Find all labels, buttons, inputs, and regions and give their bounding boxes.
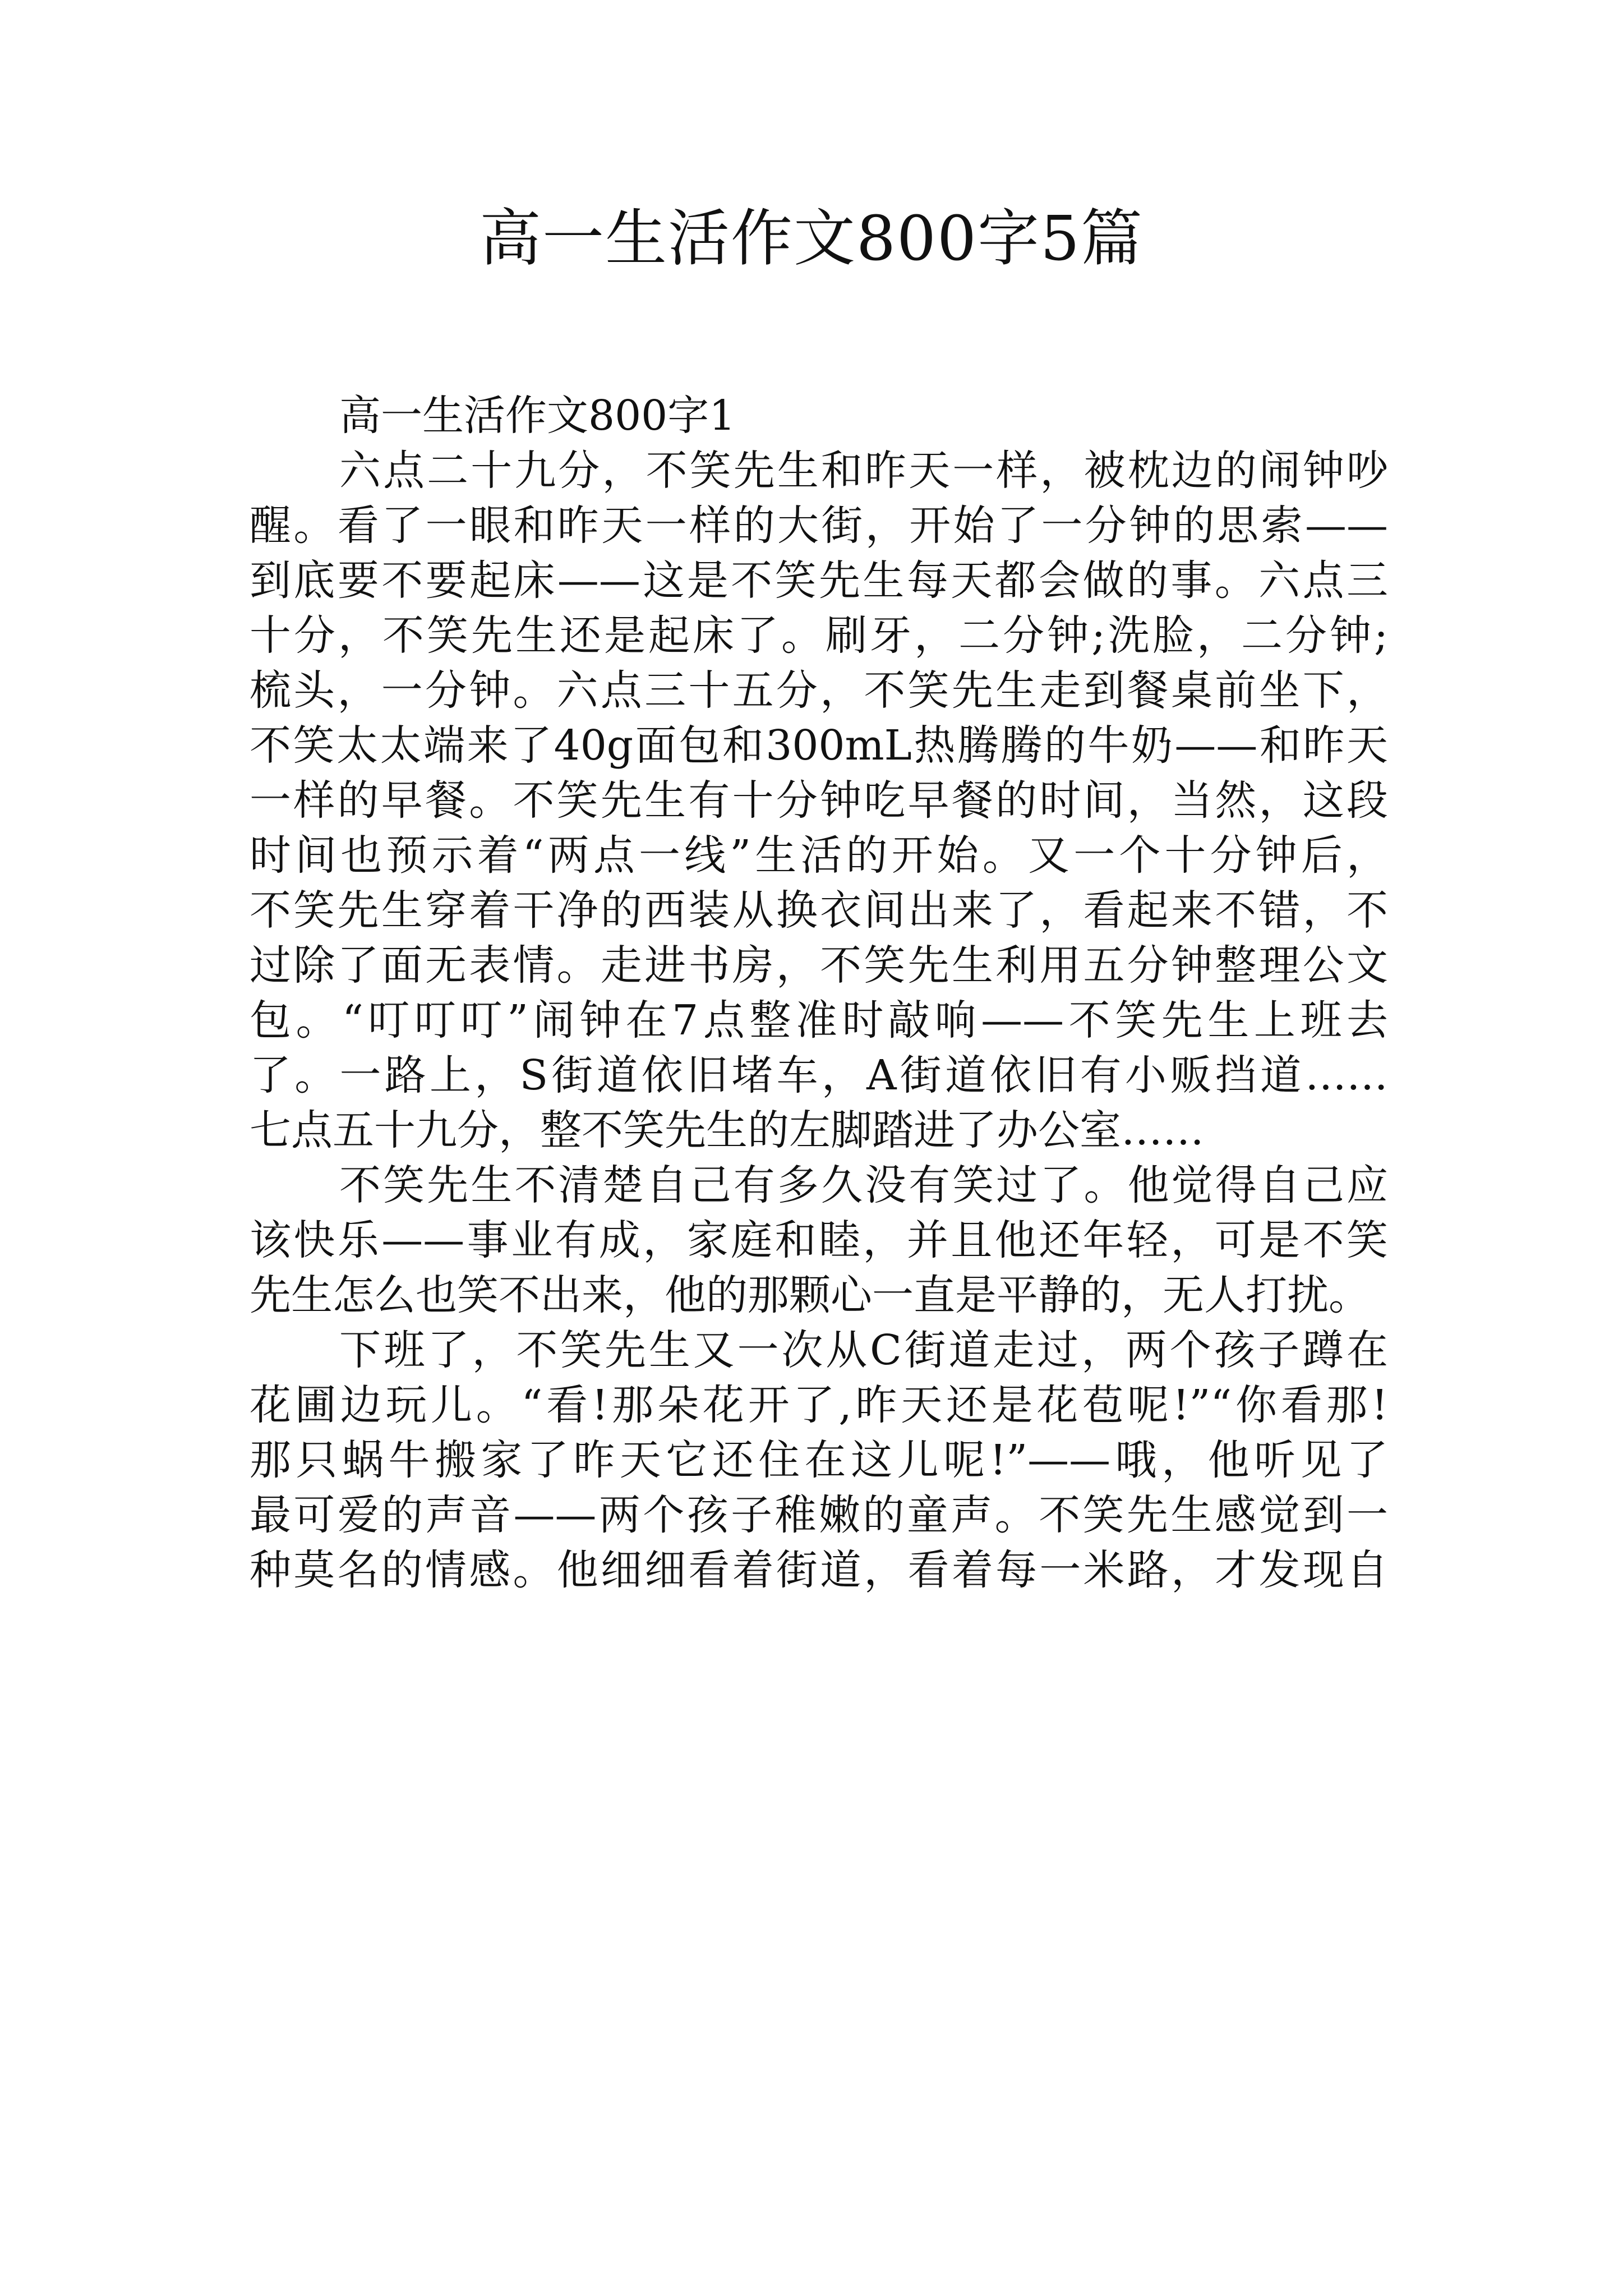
paragraph-1: [250, 443, 1388, 1158]
text-line: 了。一路上，S街道依旧堵车，A街道依旧有小贩挡道……: [250, 1051, 1388, 1099]
text-line: 醒。看了一眼和昨天一样的大街，开始了一分钟的思索——: [250, 501, 1388, 550]
text-line: 先生怎么也笑不出来，他的那颗心一直是平静的，无人打扰。: [250, 1271, 1370, 1319]
paragraph-3: [250, 1323, 1388, 1598]
text-line: 梳头，一分钟。六点三十五分，不笑先生走到餐桌前坐下，: [250, 666, 1388, 715]
text-line: 包。“叮叮叮”闹钟在7点整准时敲响——不笑先生上班去: [250, 996, 1388, 1045]
text-line: 到底要不要起床——这是不笑先生每天都会做的事。六点三: [250, 556, 1388, 605]
text-line: 时间也预示着“两点一线”生活的开始。又一个十分钟后，: [250, 831, 1388, 880]
text-line: 该快乐——事业有成，家庭和睦，并且他还年轻，可是不笑: [250, 1216, 1388, 1264]
text-line: 那只蜗牛搬家了昨天它还住在这儿呢!”——哦，他听见了: [250, 1436, 1388, 1484]
text-line: 不笑先生不清楚自己有多久没有笑过了。他觉得自己应: [339, 1161, 1388, 1209]
text-line: 一样的早餐。不笑先生有十分钟吃早餐的时间，当然，这段: [250, 776, 1388, 825]
text-line: 下班了，不笑先生又一次从C街道走过，两个孩子蹲在: [339, 1326, 1388, 1374]
text-line: 不笑先生穿着干净的西装从换衣间出来了，看起来不错，不: [250, 886, 1388, 935]
text-line: 不笑太太端来了40g面包和300mL热腾腾的牛奶——和昨天: [250, 721, 1388, 770]
text-line: 十分，不笑先生还是起床了。刷牙，二分钟;洗脸，二分钟;: [250, 611, 1388, 660]
text-line: 种莫名的情感。他细细看着街道，看着每一米路，才发现自: [250, 1546, 1388, 1594]
paragraph-2: [250, 1158, 1388, 1323]
text-line: 六点二十九分，不笑先生和昨天一样，被枕边的闹钟吵: [339, 447, 1388, 495]
document-body: [250, 388, 1388, 1598]
section-heading: 高一生活作文800字1: [339, 392, 736, 440]
text-line: 最可爱的声音——两个孩子稚嫩的童声。不笑先生感觉到一: [250, 1491, 1388, 1539]
text-line: 过除了面无表情。走进书房，不笑先生利用五分钟整理公文: [250, 941, 1388, 990]
text-line: 七点五十九分，整不笑先生的左脚踏进了办公室……: [250, 1106, 1204, 1154]
document-title: 高一生活作文800字5篇: [479, 203, 1144, 274]
text-line: 花圃边玩儿。“看!那朵花开了,昨天还是花苞呢!”“你看那!: [250, 1381, 1388, 1429]
